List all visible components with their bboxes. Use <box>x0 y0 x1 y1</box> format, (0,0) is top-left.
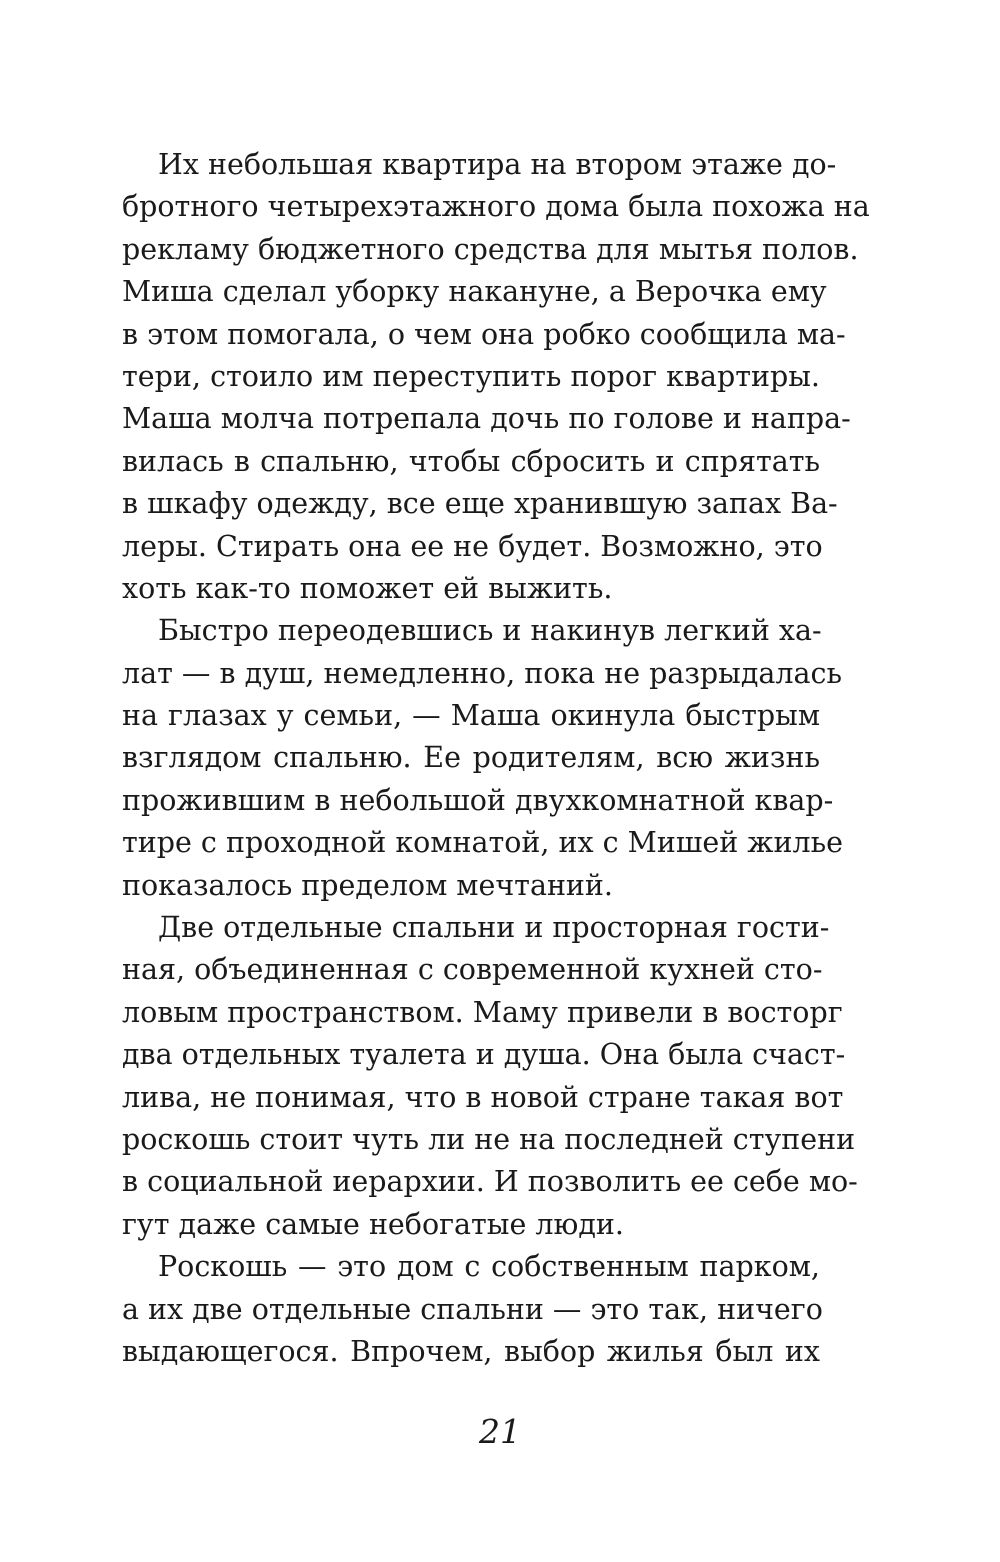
text-line: выдающегося. Впрочем, выбор жилья был их <box>122 1334 820 1368</box>
text-line: Быстро переодевшись и накинув легкий ха- <box>158 614 822 648</box>
text-line: леры. Стирать она ее не будет. Возможно, это <box>122 529 823 563</box>
text-line: вилась в спальню, чтобы сбросить и спрятать <box>122 444 820 478</box>
text-line: лива, не понимая, что в новой стране такая вот <box>122 1080 844 1114</box>
paragraph-1 <box>122 144 870 610</box>
text-line: Роскошь — это дом с собственным парком, <box>158 1250 820 1284</box>
text-line: тире с проходной комнатой, их с Мишей жилье <box>122 826 843 860</box>
text-line: гут даже самые небогатые люди. <box>122 1207 624 1241</box>
text-line: в этом помогала, о чем она робко сообщила ма- <box>122 317 846 351</box>
text-line: Две отдельные спальни и просторная гости- <box>158 911 830 945</box>
text-line: бротного четырехэтажного дома была похожа на <box>122 190 870 224</box>
text-line: прожившим в небольшой двухкомнатной квар- <box>122 783 834 817</box>
text-line: ловым пространством. Маму привели в восторг <box>122 995 843 1029</box>
text-line: хоть как-то поможет ей выжить. <box>122 571 613 605</box>
body-text <box>122 144 870 1373</box>
text-line: лат — в душ, немедленно, пока не разрыдалась <box>122 656 842 690</box>
text-line: в шкафу одежду, все еще хранившую запах Ва- <box>122 487 838 521</box>
text-line: а их две отдельные спальни — это так, ничего <box>122 1292 823 1326</box>
text-line: на глазах у семьи, — Маша окинула быстрым <box>122 699 820 733</box>
text-line: рекламу бюджетного средства для мытья полов. <box>122 232 859 266</box>
text-line: Миша сделал уборку накануне, а Верочка ему <box>122 275 827 309</box>
text-line: показалось пределом мечтаний. <box>122 868 613 902</box>
paragraph-2 <box>122 610 843 907</box>
text-line: роскошь стоит чуть ли не на последней ступени <box>122 1122 856 1156</box>
page-number: 21 <box>479 1412 521 1451</box>
text-line: в социальной иерархии. И позволить ее себе мо- <box>122 1165 858 1199</box>
text-line: Их небольшая квартира на втором этаже до- <box>158 148 837 181</box>
paragraph-3 <box>122 907 858 1246</box>
text-line: тери, стоило им переступить порог квартиры. <box>122 359 820 393</box>
text-line: Маша молча потрепала дочь по голове и напра- <box>122 402 851 436</box>
paragraph-4 <box>122 1246 823 1373</box>
text-line: два отдельных туалета и душа. Она была счаст- <box>122 1038 846 1072</box>
text-line: взглядом спальню. Ее родителям, всю жизнь <box>122 741 820 775</box>
text-line: ная, объединенная с современной кухней сто- <box>122 953 823 987</box>
